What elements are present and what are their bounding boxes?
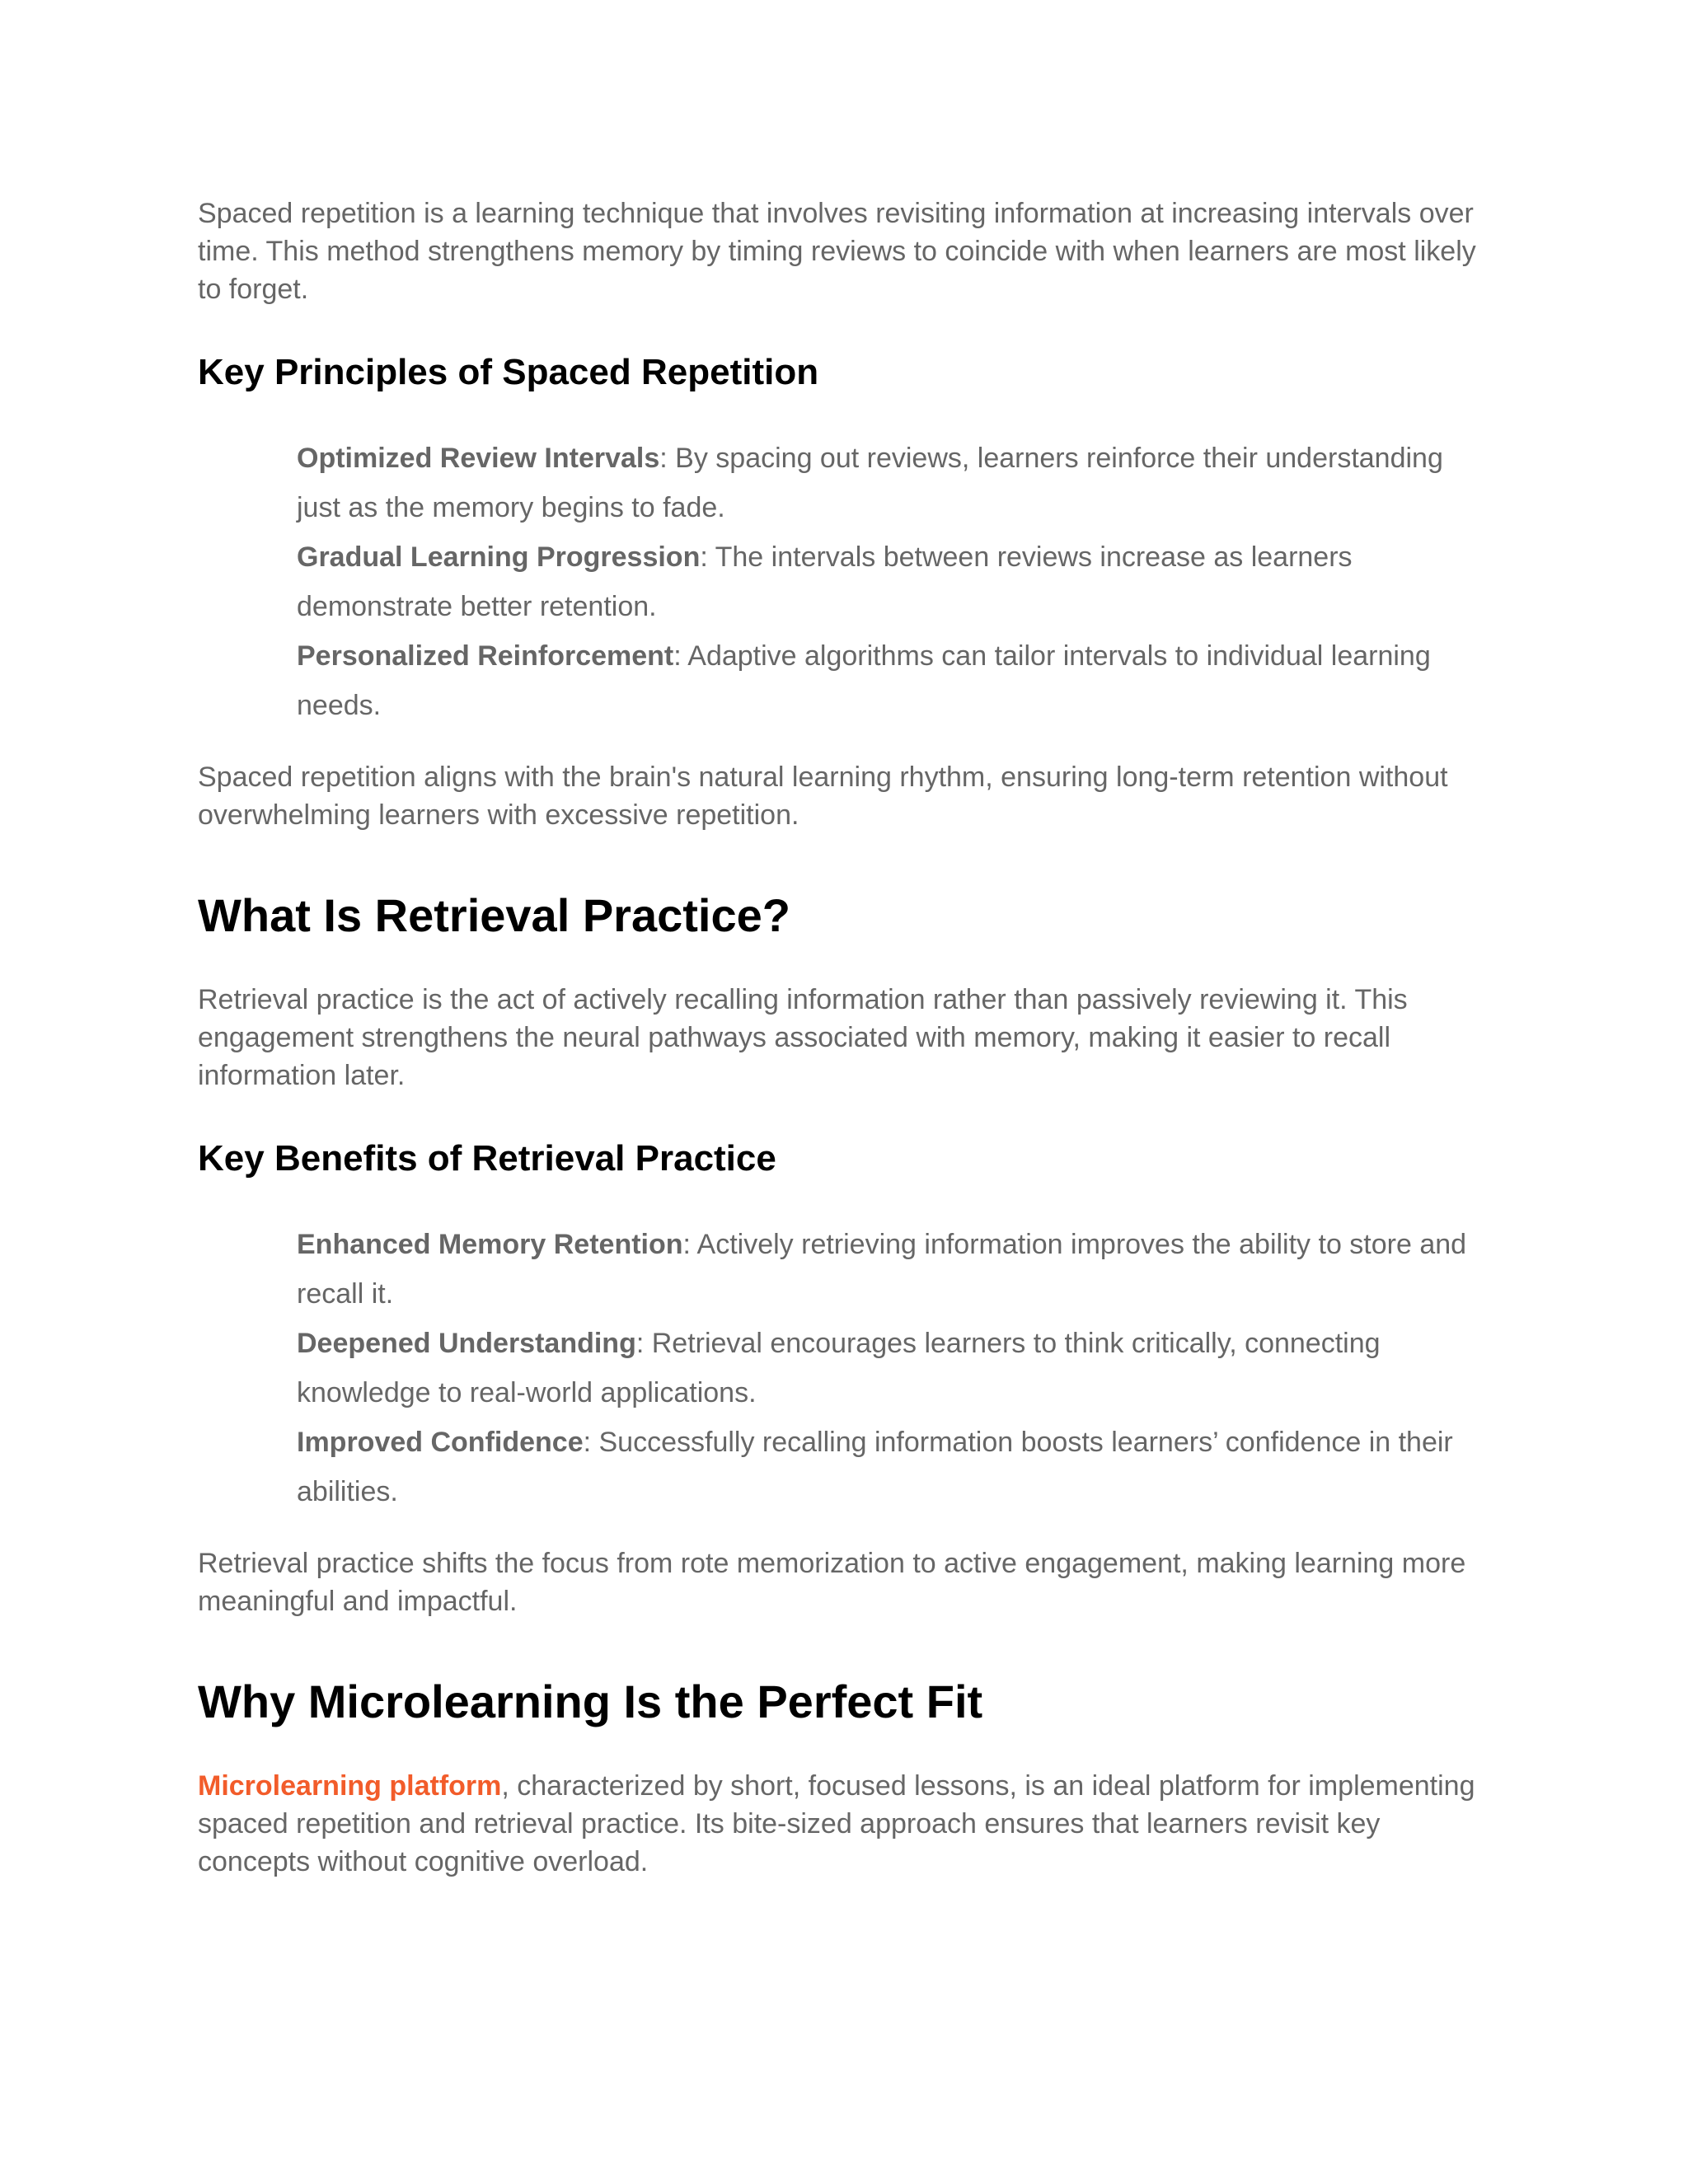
list-item-term: Deepened Understanding bbox=[297, 1328, 636, 1359]
retrieval-intro-paragraph: Retrieval practice is the act of actively recalling information rather than passively reviewing it. This engagement strengthens the neural pathways associated with memory, making it easier to recall information later. bbox=[198, 984, 1408, 1091]
list-item-term: Enhanced Memory Retention bbox=[297, 1229, 683, 1260]
list-item-term: Gradual Learning Progression bbox=[297, 541, 701, 573]
retrieval-benefits-heading: Key Benefits of Retrieval Practice bbox=[198, 1138, 776, 1179]
list-item bbox=[297, 1220, 1484, 1319]
spaced-principles-list bbox=[198, 434, 1484, 730]
list-item-text: : Adaptive algorithms can tailor intervals to individual learning needs. bbox=[297, 640, 1431, 721]
list-item bbox=[297, 434, 1484, 532]
microlearning-section-heading: Why Microlearning Is the Perfect Fit bbox=[198, 1675, 983, 1727]
list-item-text: : Actively retrieving information improves the ability to store and recall it. bbox=[297, 1229, 1467, 1310]
spaced-closing-paragraph: Spaced repetition aligns with the brain's natural learning rhythm, ensuring long-term retention without overwhelming learners with excessive repetition. bbox=[198, 762, 1448, 831]
list-item-text: : By spacing out reviews, learners reinforce their understanding just as the memory begins to fade. bbox=[297, 443, 1443, 523]
document-page bbox=[198, 194, 1484, 1881]
retrieval-section-heading: What Is Retrieval Practice? bbox=[198, 889, 790, 941]
list-item-text: : The intervals between reviews increase as learners demonstrate better retention. bbox=[297, 541, 1353, 622]
list-item-text: : Successfully recalling information boosts learners’ confidence in their abilities. bbox=[297, 1427, 1453, 1507]
list-item-text: : Retrieval encourages learners to think critically, connecting knowledge to real-world applications. bbox=[297, 1328, 1381, 1408]
list-item-term: Personalized Reinforcement bbox=[297, 640, 674, 672]
list-item bbox=[297, 1319, 1484, 1418]
intro-paragraph: Spaced repetition is a learning technique that involves revisiting information at increasing intervals over time. This method strengthens memory by timing reviews to coincide with when learners are most likely to forget. bbox=[198, 198, 1476, 305]
spaced-principles-heading: Key Principles of Spaced Repetition bbox=[198, 352, 819, 392]
list-item-term: Improved Confidence bbox=[297, 1427, 584, 1458]
list-item bbox=[297, 1418, 1484, 1516]
retrieval-benefits-list bbox=[198, 1220, 1484, 1516]
microlearning-platform-link[interactable]: Microlearning platform bbox=[198, 1770, 502, 1802]
list-item bbox=[297, 631, 1484, 730]
list-item-term: Optimized Review Intervals bbox=[297, 443, 660, 474]
microlearning-paragraph-text: , characterized by short, focused lessons, is an ideal platform for implementing spaced repetition and retrieval practice. Its bite-sized approach ensures that learners revisit key concepts without cognitive overload. bbox=[198, 1770, 1475, 1877]
retrieval-closing-paragraph: Retrieval practice shifts the focus from rote memorization to active engagement, making learning more meaningful and impactful. bbox=[198, 1548, 1466, 1617]
microlearning-paragraph bbox=[198, 1767, 1484, 1881]
list-item bbox=[297, 532, 1484, 631]
